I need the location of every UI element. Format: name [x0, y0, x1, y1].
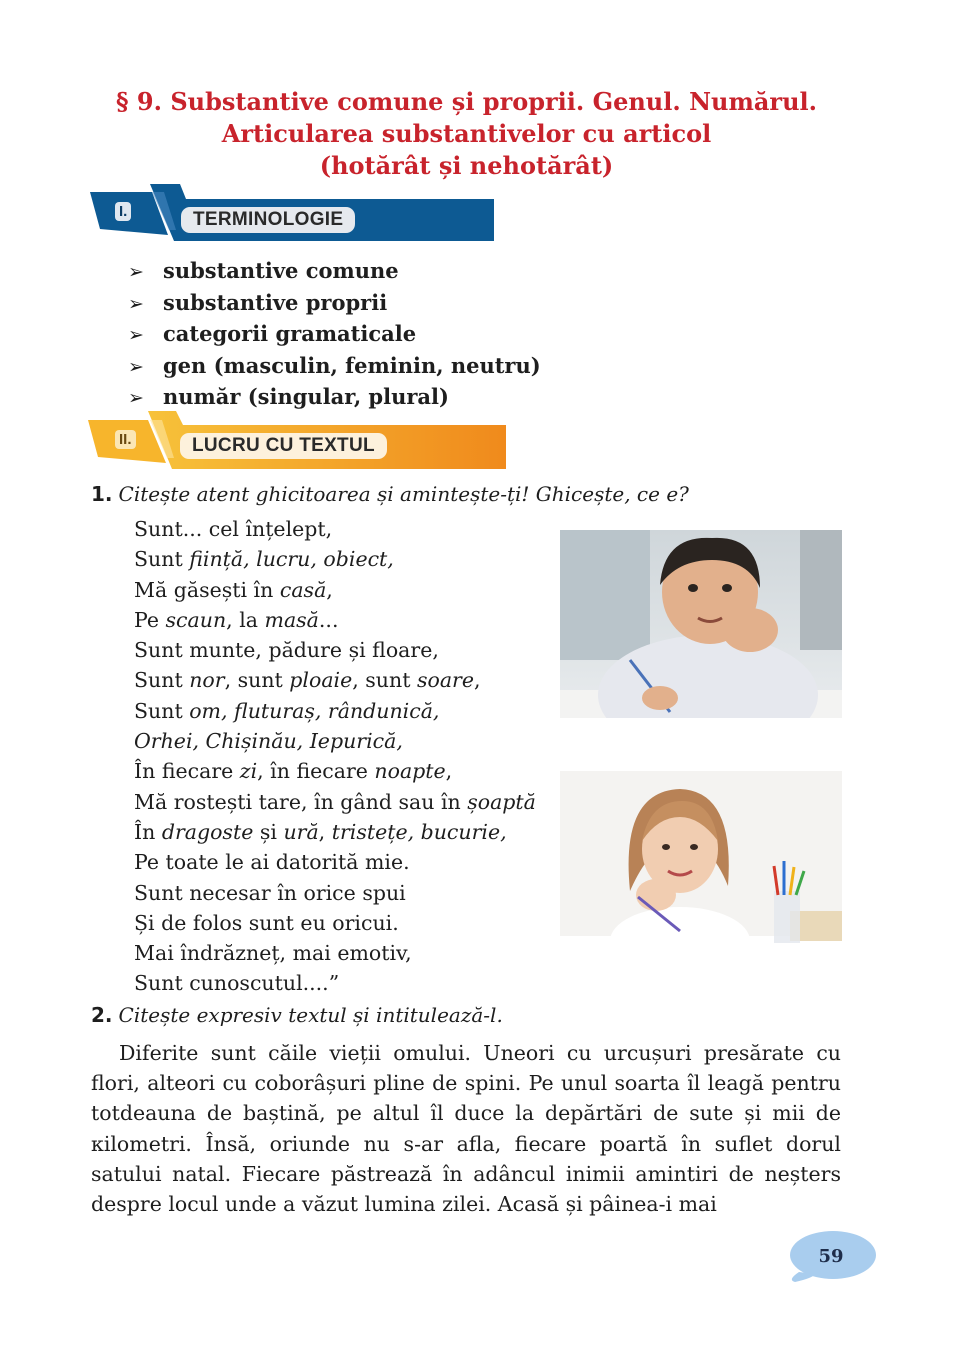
page-number: 59 — [818, 1246, 844, 1267]
arrow-bullet-icon: ➢ — [128, 324, 144, 346]
poem-line: Sunt nor, sunt ploaie, sunt soare, — [134, 668, 481, 693]
list-item: ➢ număr (singular, plural) — [128, 382, 541, 414]
riddle-poem — [134, 514, 536, 999]
girl-thinking-photo — [560, 771, 842, 963]
list-item: ➢ gen (masculin, feminin, neutru) — [128, 351, 541, 383]
title-line-2: Articularea substantivelor cu articol — [221, 119, 712, 148]
task-2 — [91, 1002, 503, 1028]
arrow-bullet-icon: ➢ — [128, 355, 144, 378]
poem-line: Sunt... cel înțelept, — [134, 517, 333, 541]
section-1-number: I. — [115, 202, 131, 221]
poem-line: Orhei, Chișinău, Iepurică, — [134, 729, 403, 754]
task-1 — [91, 481, 689, 507]
task-2-number: 2. — [91, 1003, 113, 1027]
poem-line: Mă rostești tare, în gând sau în șoaptă — [134, 789, 536, 814]
poem-line: Și de folos sunt eu oricui. — [134, 910, 399, 935]
poem-line: În fiecare zi, în fiecare noapte, — [134, 759, 453, 784]
list-item: ➢ substantive comune — [128, 256, 541, 288]
section-1-label: TERMINOLOGIE — [181, 207, 355, 233]
prose-paragraph: Diferite sunt căile vieții omului. Uneori cu urcușuri presărate cu flori, alteori cu coborâșuri pline de spini. Pe unul soarta îl leagă pentru totdeauna de baștină, pe altul îl duce la depărtări de sute și mii de кilometri. Însă, oriunde nu s-ar afla, fiecare poartă în suflet dorul satului natal. Fiecare păstrează în adâncul inimii amintiri de neșters despre locul unde a văzut lumina zilei. Acasă și pâinea-i mai — [91, 1041, 841, 1217]
title-line-3: (hotărât și nehotărât) — [319, 151, 614, 180]
task-2-instruction: Citește expresiv textul și intitulează-l. — [118, 1003, 503, 1027]
list-item: ➢ categorii gramaticale — [128, 319, 541, 351]
section-2-number: II. — [115, 430, 136, 449]
poem-line: Sunt cunoscutul....” — [134, 971, 340, 996]
poem-line: Sunt necesar în orice spui — [134, 880, 406, 905]
poem-line: În dragoste și ură, tristețe, bucurie, — [134, 819, 507, 844]
arrow-bullet-icon: ➢ — [128, 387, 144, 409]
arrow-bullet-icon: ➢ — [128, 261, 144, 283]
boy-thinking-photo — [560, 530, 842, 718]
poem-line: Sunt om, fluturaș, rândunică, — [134, 698, 440, 723]
list-item: ➢ substantive proprii — [128, 288, 541, 320]
poem-line: Mă găsești în casă, — [134, 577, 333, 602]
task-1-instruction: Citește atent ghicitoarea și amintește-ți! Ghicește, ce e? — [118, 482, 689, 506]
title-line-1: § 9. Substantive comune și proprii. Genul. Numărul. — [116, 87, 817, 116]
page-number-badge — [785, 1228, 877, 1284]
lesson-title — [0, 86, 933, 182]
section-2-label: LUCRU CU TEXTUL — [180, 433, 387, 459]
poem-line: Sunt ființă, lucru, obiect, — [134, 547, 394, 572]
section-2-banner — [88, 409, 508, 471]
poem-line: Mai îndrăzneț, mai emotiv, — [134, 941, 412, 966]
poem-line: Pe scaun, la masă... — [134, 607, 339, 632]
poem-line: Sunt munte, pădure și floare, — [134, 638, 439, 663]
task-1-number: 1. — [91, 482, 113, 506]
poem-line: Pe toate le ai datorită mie. — [134, 850, 410, 875]
arrow-bullet-icon: ➢ — [128, 292, 144, 315]
section-1-banner — [90, 183, 495, 243]
terminology-list — [128, 256, 541, 414]
